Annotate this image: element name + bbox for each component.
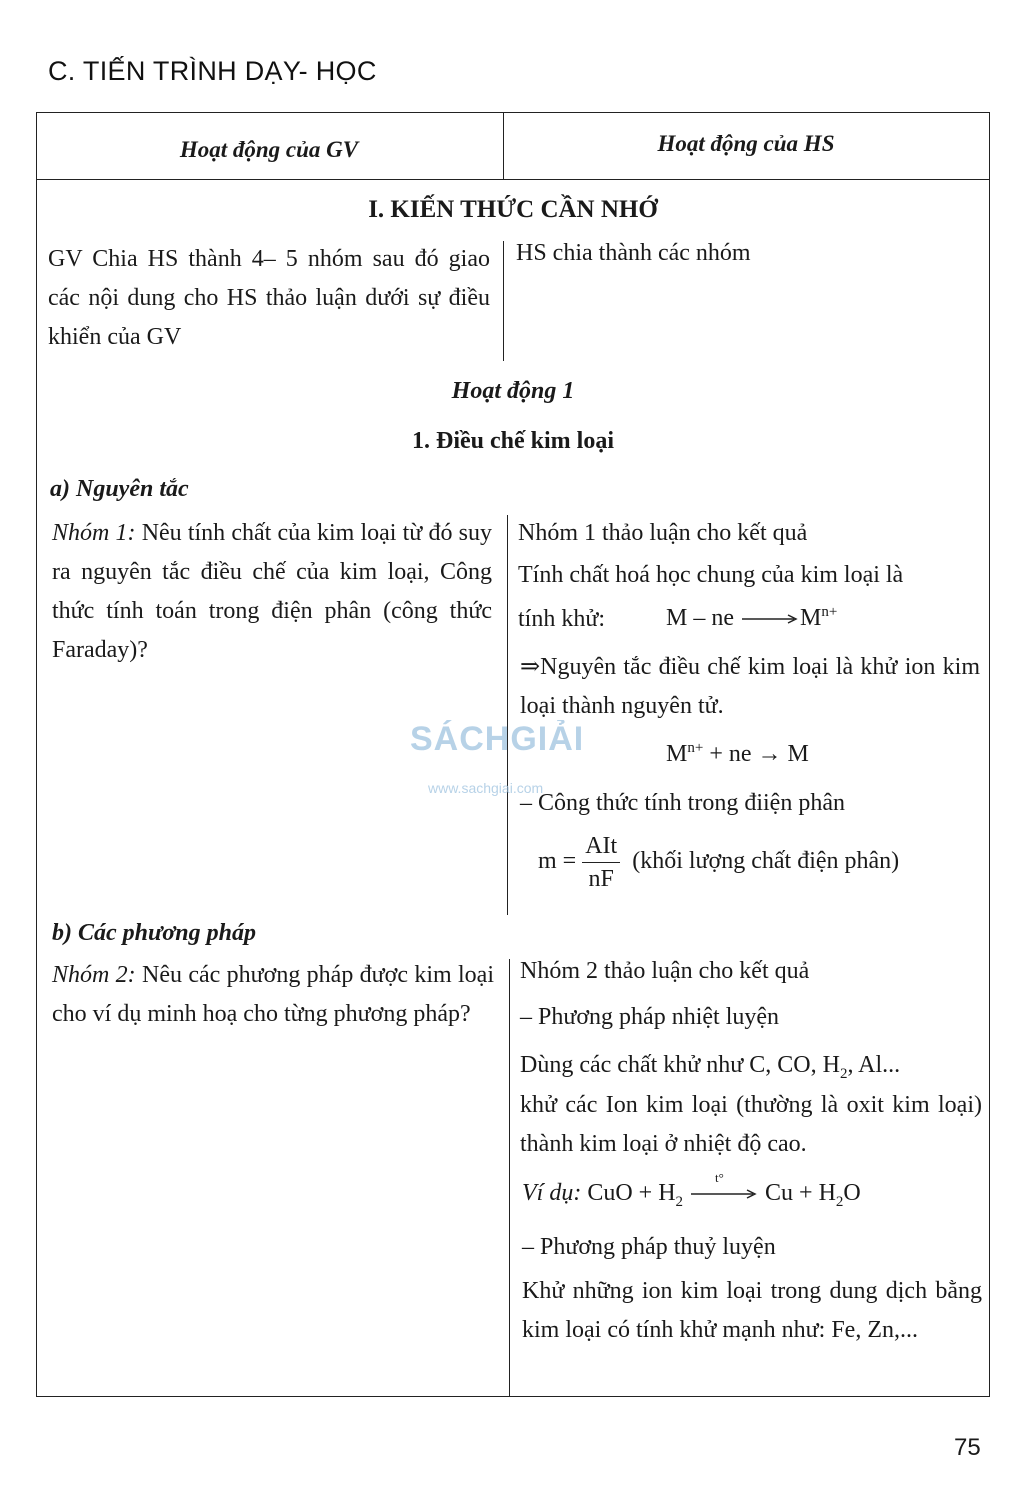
electrolysis-line: – Công thức tính trong điiện phân	[520, 790, 845, 816]
reaction-arrow-icon	[689, 1184, 759, 1204]
group1-answer-line2: Tính chất hoá học chung của kim loại là	[518, 562, 904, 588]
section-heading: C. TIẾN TRÌNH DẠY- HỌC	[48, 56, 377, 86]
intro-gv-text: GV Chia HS thành 4– 5 nhóm sau đó giao các nội dung cho HS thảo luận dưới sự điều khiển của GV	[48, 246, 490, 350]
method1-desc-pre: Dùng các chất khử như C, CO, H	[520, 1052, 840, 1078]
group1-conclusion	[520, 648, 980, 726]
topic-title: 1. Điều chế kim loại	[412, 428, 614, 454]
group1-question	[52, 514, 492, 670]
faraday-m: m =	[538, 848, 577, 875]
header-divider	[37, 179, 989, 180]
implies-arrow-icon: ⇒	[520, 654, 541, 680]
group2-column-divider	[509, 959, 510, 1397]
oxidation-formula	[666, 604, 837, 632]
header-gv: Hoạt động của GV	[179, 137, 359, 162]
reaction-arrow-icon	[740, 612, 800, 626]
group2-question-text: Nêu các phương pháp được kim loại cho ví dụ minh hoạ cho từng phương pháp?	[52, 962, 494, 1027]
faraday-denominator: nF	[588, 866, 614, 892]
activity-title: Hoạt động 1	[451, 378, 575, 404]
group1-conclusion-text: Nguyên tắc điều chế kim loại là khử ion kim loại thành nguyên tử.	[520, 654, 980, 719]
heat-arrow	[689, 1170, 759, 1204]
faraday-numerator: AIt	[582, 832, 620, 863]
part-title: I. KIẾN THỨC CẦN NHỚ	[368, 196, 658, 223]
faraday-fraction	[582, 832, 620, 893]
oxidation-left: M – ne	[666, 605, 734, 631]
group2-label: Nhóm 2:	[52, 962, 136, 988]
group1-answer-line1: Nhóm 1 thảo luận cho kết quả	[518, 520, 808, 546]
reduction-formula	[666, 740, 809, 768]
method1-desc2: khử các Ion kim loại (thường là oxit kim loại) thành kim loại ở nhiệt độ cao.	[520, 1092, 982, 1157]
method2-desc: Khử những ion kim loại trong dung dịch bằng kim loại có tính khử mạnh như: Fe, Zn,...	[522, 1278, 982, 1343]
subsection-a-title: a) Nguyên tắc	[50, 476, 189, 502]
method2-title: – Phương pháp thuỷ luyện	[522, 1234, 776, 1260]
method1-desc-post: , Al...	[847, 1052, 901, 1078]
example-left-sub: 2	[675, 1193, 684, 1210]
oxidation-right: M	[800, 605, 822, 631]
faraday-note: (khối lượng chất điện phân)	[632, 848, 900, 875]
example-right: Cu + H	[765, 1180, 836, 1206]
example-left: CuO + H	[587, 1180, 676, 1206]
group2-answer-line1: Nhóm 2 thảo luận cho kết quả	[520, 958, 810, 984]
example-right-end: O	[843, 1180, 861, 1206]
reduction-ion: M	[666, 741, 688, 767]
group1-column-divider	[507, 515, 508, 915]
page-number: 75	[954, 1434, 981, 1461]
method1-title: – Phương pháp nhiệt luyện	[520, 1004, 780, 1030]
group1-label: Nhóm 1:	[52, 520, 136, 546]
watermark-text: SÁCHGIẢI	[410, 720, 585, 758]
example-reaction	[522, 1170, 861, 1211]
method1-desc-sub: 2	[839, 1065, 848, 1082]
oxidation-charge: n+	[821, 604, 838, 620]
intro-column-divider	[503, 241, 504, 361]
intro-hs-text: HS chia thành các nhóm	[516, 240, 751, 266]
example-right-sub: 2	[835, 1193, 844, 1210]
faraday-formula	[538, 832, 899, 893]
heat-condition: t°	[715, 1170, 724, 1186]
group1-answer-line3: tính khử:	[518, 606, 606, 632]
group2-question	[52, 956, 494, 1034]
watermark-url: www.sachgiai.com	[428, 780, 544, 796]
subsection-b-title: b) Các phương pháp	[52, 920, 256, 946]
header-hs: Hoạt động của HS	[657, 131, 835, 156]
reduction-rest: + ne → M	[709, 741, 809, 767]
example-label: Ví dụ:	[522, 1180, 582, 1206]
group1-question-text: Nêu tính chất của kim loại từ đó suy ra nguyên tắc điều chế của kim loại, Công thức tính toán trong điện phân (công thức Faraday)?	[52, 520, 492, 663]
reduction-charge: n+	[687, 740, 704, 756]
